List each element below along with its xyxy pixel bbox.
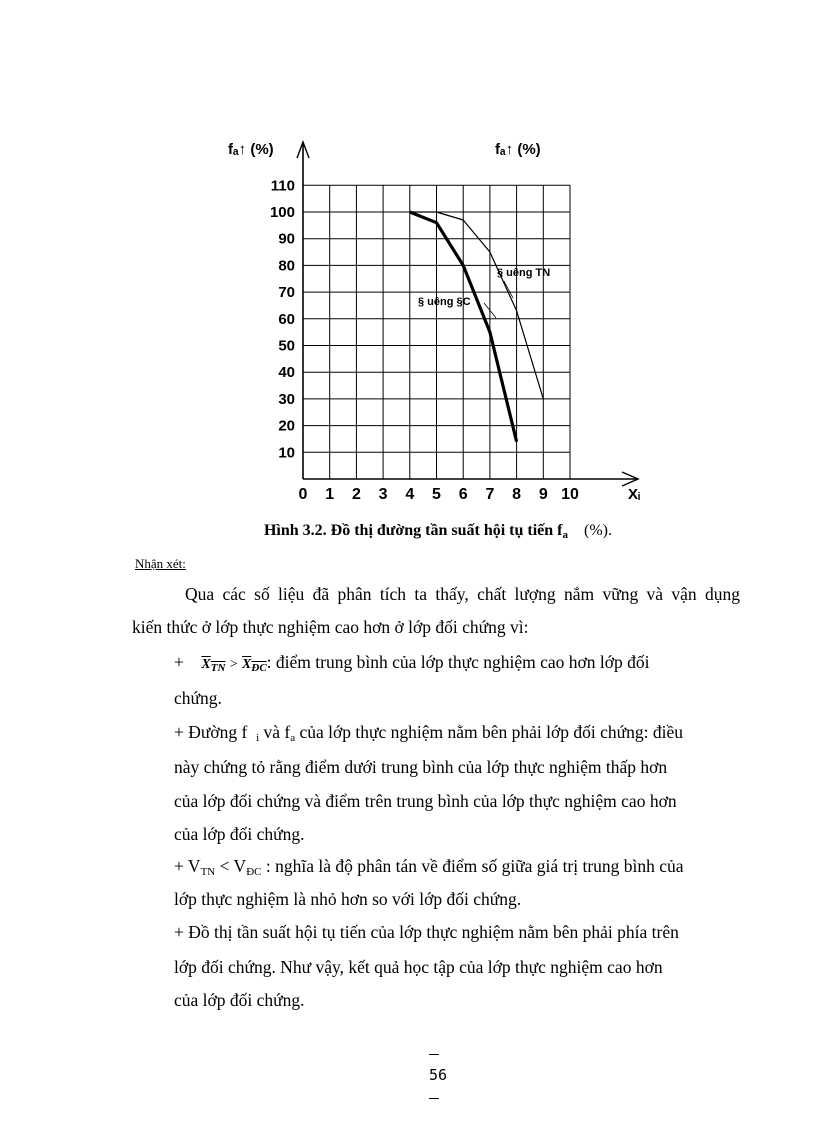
x-tick-label-7: 7 (485, 486, 495, 503)
remark-title: Nhận xét: (135, 556, 186, 571)
chart-grid (303, 185, 570, 479)
bullet-4-line-2: lớp đối chứng. Như vậy, kết quả học tập của lớp thực nghiệm cao hơn (174, 957, 663, 977)
intro-line-2: kiến thức ở lớp thực nghiệm cao hơn ở lớp đối chứng vì: (132, 617, 529, 637)
cumulative-frequency-chart (0, 0, 816, 520)
x-tick-label-4: 4 (405, 486, 415, 503)
y-tick-label-80: 80 (278, 257, 295, 275)
figure-caption: Hình 3.2. Đồ thị đường tần suất hội tụ tiến $f_a$ (%). (263, 522, 612, 541)
x-tick-label-3: 3 (378, 486, 388, 503)
series-label-tn: § uêng TN (497, 267, 551, 279)
y-tick-label-60: 60 (278, 310, 295, 328)
y-tick-label-100: 100 (269, 204, 295, 221)
chart-series (410, 212, 544, 442)
x-tick-label-5: 5 (432, 486, 441, 503)
y-tick-label-40: 40 (278, 364, 295, 382)
bullet-4-line-3: của lớp đối chứng. (174, 990, 305, 1010)
x-tick-label-8: 8 (512, 486, 522, 503)
x-tick-label-0: 0 (298, 486, 308, 503)
bullet-1-line-2: chứng. (174, 688, 222, 708)
y-tick-label-90: 90 (278, 230, 295, 248)
y-axis-label-left: fₐ↑ (%) (228, 141, 274, 158)
y-axis-label-right: fₐ↑ (%) (495, 141, 541, 158)
page-number-dash-top (429, 1054, 439, 1055)
bullet-2-line-2: này chứng tỏ rằng điểm dưới trung bình của lớp thực nghiệm thấp hơn (174, 757, 668, 777)
page-number-dash-bottom (429, 1098, 439, 1099)
x-tick-label-2: 2 (351, 486, 361, 503)
bullet-2-line-3: của lớp đối chứng và điểm trên trung bình của lớp thực nghiệm cao hơn (174, 791, 677, 811)
x-axis-label: Xᵢ (628, 486, 641, 503)
y-tick-label-110: 110 (270, 177, 295, 195)
series-label-dc: § uêng §C (418, 296, 471, 308)
y-tick-label-30: 30 (278, 390, 295, 408)
x-tick-label-6: 6 (458, 486, 468, 503)
y-tick-label-70: 70 (278, 284, 295, 302)
chart-tick-labels (270, 177, 579, 503)
y-tick-label-10: 10 (278, 444, 295, 462)
series-label-tn-leader (504, 281, 513, 298)
bullet-4-line-1: + Đồ thị tần suất hội tụ tiến của lớp thực nghiệm nằm bên phải phía trên (174, 922, 679, 942)
page-number: 56 (428, 1066, 448, 1084)
bullet-1-line-1: + $X_{TN} > X_{ĐC}$: điểm trung bình của lớp thực nghiệm cao hơn lớp đối (174, 652, 650, 674)
x-tick-label-1: 1 (325, 486, 335, 503)
bullet-2-line-4: của lớp đối chứng. (174, 824, 305, 844)
x-tick-label-10: 10 (561, 486, 579, 503)
y-tick-label-20: 20 (278, 417, 295, 435)
y-tick-label-50: 50 (278, 337, 295, 355)
bullet-3-line-1: + $V_{TN} < V_{ĐC}$ : nghĩa là độ phân tán về điểm số giữa giá trị trung bình của (174, 856, 684, 878)
chart-axes (297, 142, 638, 486)
bullet-3-line-2: lớp thực nghiệm là nhỏ hơn so với lớp đối chứng. (174, 889, 522, 909)
intro-line-1: Qua các số liệu đã phân tích ta thấy, chất lượng nắm vững và vận dụng (185, 584, 740, 604)
bullet-2-line-1: + Đường f $_i$ và $f_a$ của lớp thực nghiệm nằm bên phải lớp đối chứng: điều (174, 722, 684, 744)
x-tick-label-9: 9 (538, 486, 548, 503)
